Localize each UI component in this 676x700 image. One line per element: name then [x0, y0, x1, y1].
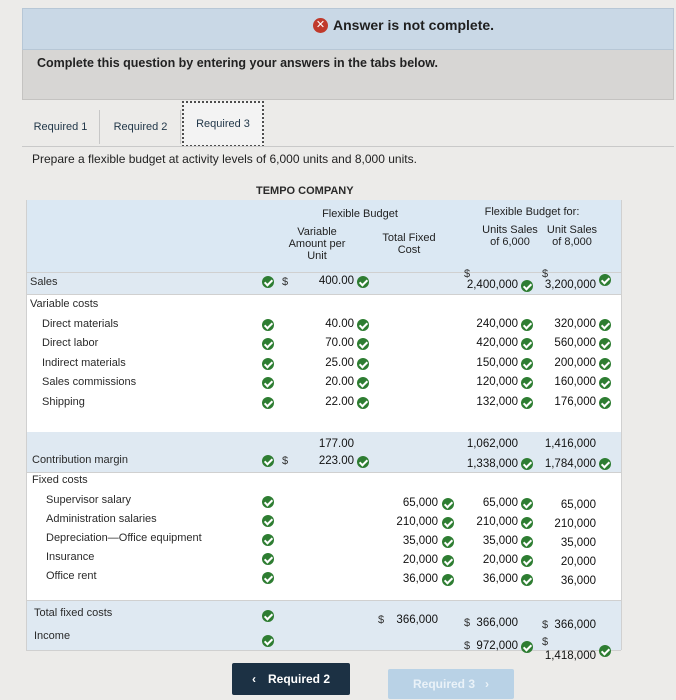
next-button-label: Required 3 [412, 677, 475, 691]
sales-6000-input[interactable]: 2,400,000 [466, 279, 518, 291]
currency-symbol: $ [542, 636, 549, 648]
check-circle-icon [442, 574, 454, 586]
units-8000-input[interactable]: 210,000 [554, 518, 596, 530]
grid-line [26, 472, 621, 473]
total-variable-input[interactable]: 177.00 [318, 438, 354, 450]
total-fixed-input[interactable]: 210,000 [396, 516, 438, 528]
row-label: Direct materials [42, 318, 119, 330]
x-circle-icon: ✕ [313, 18, 328, 33]
header-6000-units: Units Sales of 6,000 [482, 224, 538, 248]
check-circle-icon [357, 358, 369, 370]
grid-line [26, 272, 621, 273]
currency-symbol: $ [464, 617, 471, 629]
row-label: Indirect materials [42, 357, 126, 369]
total-fixed-6000-input[interactable]: 366,000 [476, 617, 518, 629]
check-circle-icon [521, 555, 533, 567]
check-circle-icon [262, 553, 274, 565]
check-circle-icon [262, 319, 274, 331]
variable-amount-input[interactable]: 25.00 [325, 357, 354, 369]
check-circle-icon [599, 338, 611, 350]
check-circle-icon [262, 515, 274, 527]
row-label: Office rent [46, 570, 97, 582]
check-circle-icon [521, 280, 533, 292]
currency-symbol: $ [464, 268, 471, 280]
check-circle-icon [357, 319, 369, 331]
units-6000-input[interactable]: 420,000 [476, 337, 518, 349]
check-circle-icon [521, 397, 533, 409]
check-circle-icon [521, 358, 533, 370]
units-6000-input[interactable]: 120,000 [476, 376, 518, 388]
units-8000-input[interactable]: 560,000 [554, 337, 596, 349]
prev-button-label: Required 2 [267, 672, 330, 686]
check-circle-icon [442, 517, 454, 529]
check-circle-icon [262, 358, 274, 370]
sales-variable-input[interactable]: 400.00 [318, 275, 354, 287]
instruction-text: Complete this question by entering your answers in the tabs below. [37, 56, 438, 70]
tab-required-2[interactable]: Required 2 [101, 110, 181, 144]
income-8000-input[interactable]: 1,418,000 [544, 650, 596, 662]
check-circle-icon [521, 536, 533, 548]
units-8000-input[interactable]: 36,000 [560, 575, 596, 587]
units-8000-input[interactable]: 160,000 [554, 376, 596, 388]
units-6000-input[interactable]: 210,000 [476, 516, 518, 528]
variable-amount-input[interactable]: 20.00 [325, 376, 354, 388]
units-8000-input[interactable]: 176,000 [554, 396, 596, 408]
row-label-income: Income [34, 630, 71, 642]
total-fixed-8000-input[interactable]: 366,000 [554, 619, 596, 631]
check-circle-icon [442, 555, 454, 567]
check-circle-icon [357, 338, 369, 350]
units-8000-input[interactable]: 320,000 [554, 318, 596, 330]
check-circle-icon [521, 498, 533, 510]
variable-amount-input[interactable]: 22.00 [325, 396, 354, 408]
row-label-sales: Sales [30, 276, 58, 288]
header-total-fixed: Total Fixed Cost [382, 232, 436, 256]
instruction-panel [22, 50, 674, 100]
units-6000-input[interactable]: 36,000 [482, 573, 518, 585]
total-fixed-input[interactable]: 35,000 [402, 535, 438, 547]
variable-amount-input[interactable]: 70.00 [325, 337, 354, 349]
check-circle-icon [521, 641, 533, 653]
grid-line [26, 294, 621, 295]
row-label: Insurance [46, 551, 95, 563]
status-banner [22, 8, 674, 50]
total-fixed-input[interactable]: 20,000 [402, 554, 438, 566]
check-circle-icon [262, 572, 274, 584]
status-text: Answer is not complete. [333, 17, 495, 33]
units-8000-input[interactable]: 35,000 [560, 537, 596, 549]
check-circle-icon [442, 498, 454, 510]
contribution-variable-input[interactable]: 223.00 [318, 455, 354, 467]
row-label-contribution: Contribution margin [32, 454, 128, 466]
units-6000-input[interactable]: 240,000 [476, 318, 518, 330]
row-label: Supervisor salary [46, 494, 131, 506]
total-variable-8000[interactable]: 1,416,000 [544, 438, 596, 450]
check-circle-icon [357, 397, 369, 409]
header-flexible-budget-for: Flexible Budget for: [484, 206, 580, 218]
check-circle-icon [262, 397, 274, 409]
units-8000-input[interactable]: 20,000 [560, 556, 596, 568]
row-label: Direct labor [42, 337, 99, 349]
total-fixed-input[interactable]: 36,000 [402, 573, 438, 585]
prev-required-2-button[interactable] [232, 663, 350, 695]
total-fixed-cost-input[interactable]: 366,000 [396, 614, 438, 626]
row-label-total-fixed: Total fixed costs [34, 607, 113, 619]
units-6000-input[interactable]: 65,000 [482, 497, 518, 509]
section-label-fixed: Fixed costs [32, 474, 88, 486]
check-circle-icon [357, 377, 369, 389]
grid-line [26, 600, 621, 601]
row-label: Shipping [42, 396, 85, 408]
check-circle-icon [262, 377, 274, 389]
header-flexible-budget: Flexible Budget [322, 208, 398, 220]
check-circle-icon [442, 536, 454, 548]
header-variable-amount: Variable Amount per Unit [288, 226, 346, 262]
tab-divider [22, 146, 674, 147]
contribution-6000-input[interactable]: 1,338,000 [466, 458, 518, 470]
check-circle-icon [521, 458, 533, 470]
check-circle-icon [262, 338, 274, 350]
units-6000-input[interactable]: 150,000 [476, 357, 518, 369]
check-circle-icon [599, 458, 611, 470]
question-prompt: Prepare a flexible budget at activity levels of 6,000 units and 8,000 units. [32, 152, 417, 166]
check-circle-icon [262, 455, 274, 467]
check-circle-icon [521, 338, 533, 350]
tab-required-3[interactable]: Required 3 [182, 101, 264, 147]
check-circle-icon [599, 377, 611, 389]
header-8000-units: Unit Sales of 8,000 [546, 224, 598, 248]
currency-symbol: $ [282, 276, 289, 288]
check-circle-icon [357, 276, 369, 288]
check-circle-icon [599, 319, 611, 331]
check-circle-icon [357, 456, 369, 468]
check-circle-icon [262, 276, 274, 288]
sales-8000-input[interactable]: 3,200,000 [544, 279, 596, 291]
check-circle-icon [262, 534, 274, 546]
check-circle-icon [599, 274, 611, 286]
grid-line [621, 200, 622, 650]
next-required-3-button[interactable] [388, 669, 514, 699]
check-circle-icon [599, 397, 611, 409]
check-circle-icon [599, 358, 611, 370]
currency-symbol: $ [542, 619, 549, 631]
units-6000-input[interactable]: 132,000 [476, 396, 518, 408]
currency-symbol: $ [378, 614, 385, 626]
row-label: Depreciation—Office equipment [46, 532, 202, 544]
total-variable-6000[interactable]: 1,062,000 [466, 438, 518, 450]
check-circle-icon [521, 574, 533, 586]
check-circle-icon [521, 319, 533, 331]
contribution-8000-input[interactable]: 1,784,000 [544, 458, 596, 470]
check-circle-icon [599, 645, 611, 657]
check-circle-icon [262, 496, 274, 508]
currency-symbol: $ [282, 455, 289, 467]
check-circle-icon [521, 517, 533, 529]
units-8000-input[interactable]: 65,000 [560, 499, 596, 511]
section-label-variable: Variable costs [30, 298, 99, 310]
grid-line [26, 200, 27, 650]
currency-symbol: $ [464, 640, 471, 652]
chevron-right-icon: › [485, 677, 489, 691]
check-circle-icon [262, 610, 274, 622]
variable-amount-input[interactable]: 40.00 [325, 318, 354, 330]
tab-required-1[interactable]: Required 1 [22, 110, 100, 144]
company-name: TEMPO COMPANY [256, 185, 354, 197]
income-6000-input[interactable]: 972,000 [476, 640, 518, 652]
chevron-left-icon: ‹ [251, 672, 256, 686]
row-label: Administration salaries [46, 513, 157, 525]
check-circle-icon [262, 635, 274, 647]
row-label: Sales commissions [42, 376, 137, 388]
total-fixed-input[interactable]: 65,000 [402, 497, 438, 509]
units-6000-input[interactable]: 35,000 [482, 535, 518, 547]
currency-symbol: $ [542, 268, 549, 280]
units-8000-input[interactable]: 200,000 [554, 357, 596, 369]
units-6000-input[interactable]: 20,000 [482, 554, 518, 566]
check-circle-icon [521, 377, 533, 389]
